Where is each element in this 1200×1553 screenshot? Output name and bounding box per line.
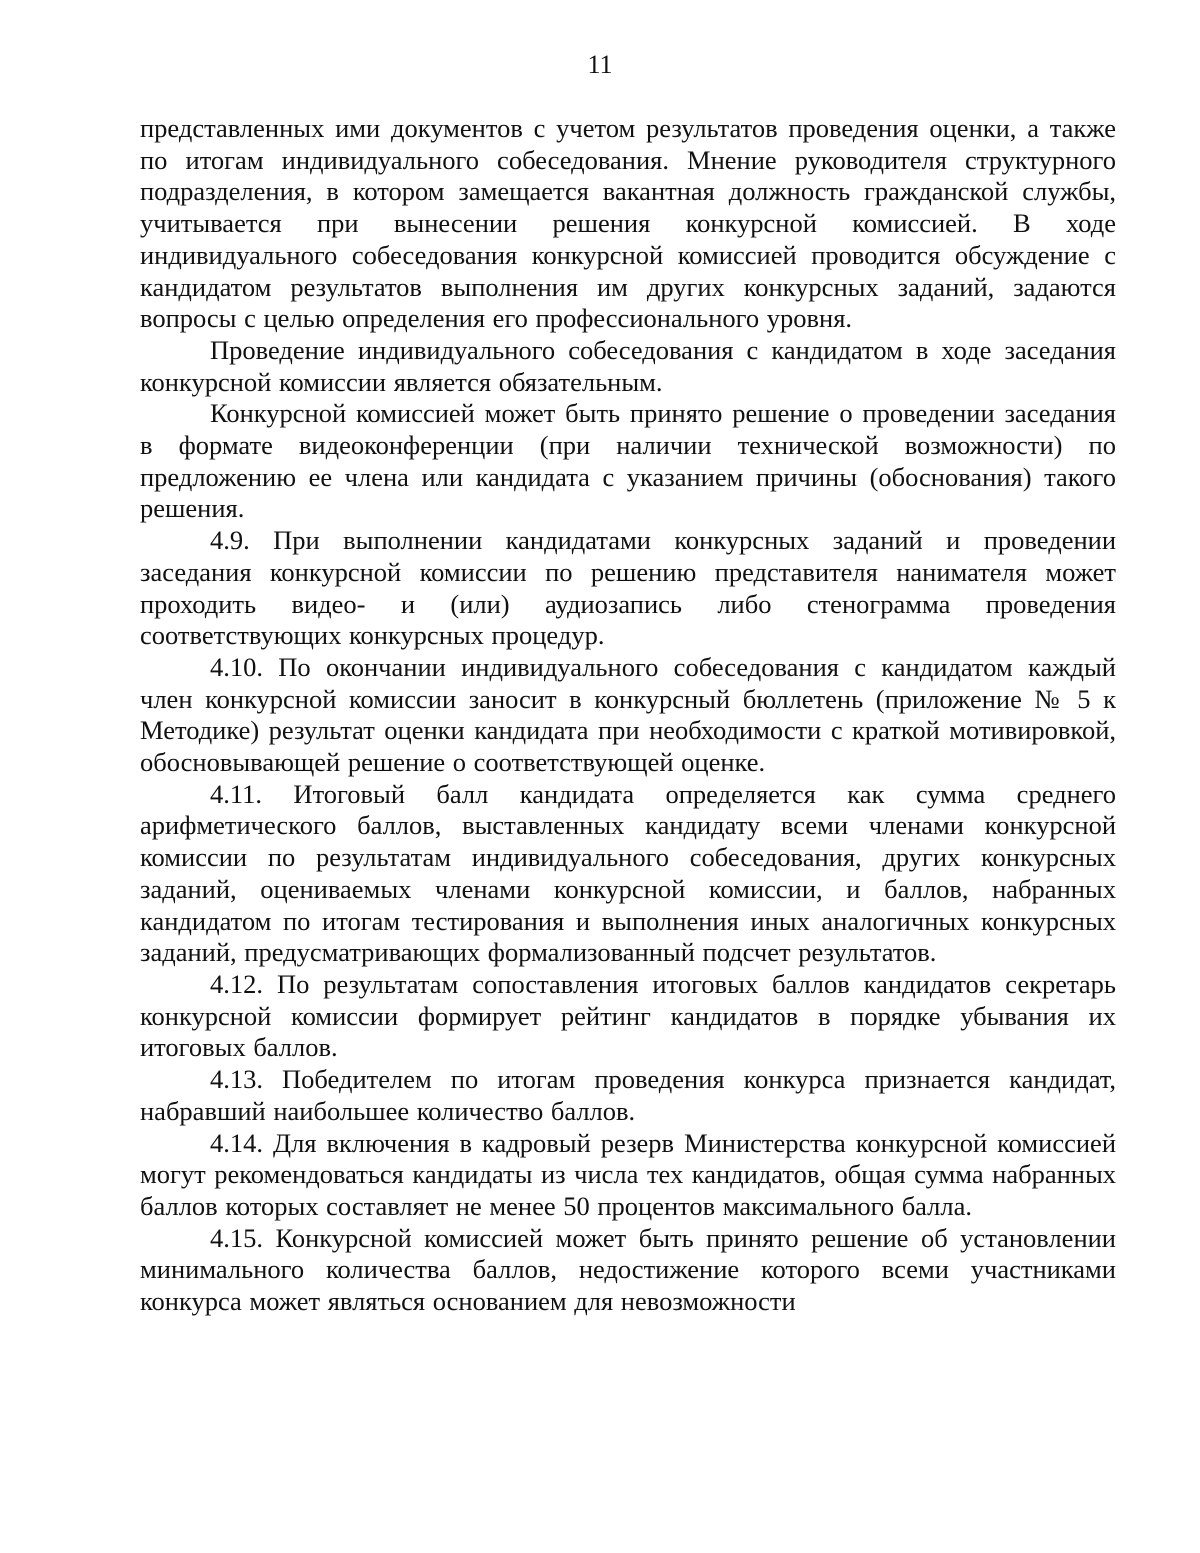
paragraph-videoconference: Конкурсной комиссией может быть принято решение о проведении заседания в формате видеоконференции (при наличии технической возможности) по предложению ее члена или кандидата с указанием причины (обоснования) такого решения. (140, 398, 1116, 524)
paragraph-4-15: 4.15. Конкурсной комиссией может быть принято решение об установлении минимального количества баллов, недостижение которого всеми участниками конкурса может являться основанием для невозможности (140, 1222, 1116, 1317)
paragraph-4-12: 4.12. По результатам сопоставления итоговых баллов кандидатов секретарь конкурсной комиссии формирует рейтинг кандидатов в порядке убывания их итоговых баллов. (140, 968, 1116, 1063)
paragraph-4-11: 4.11. Итоговый балл кандидата определяется как сумма среднего арифметического баллов, выставленных кандидату всеми членами конкурсной комиссии по результатам индивидуального собеседования, других конкурсных заданий, оцениваемых членами конкурсной комиссии, и баллов, набранных кандидатом по итогам тестирования и выполнения иных аналогичных конкурсных заданий, предусматривающих формализованный подсчет результатов. (140, 778, 1116, 968)
paragraph-continuation: представленных ими документов с учетом результатов проведения оценки, а также по итогам индивидуального собеседования. Мнение руководителя структурного подразделения, в котором замещается вакантная должность гражданской службы, учитывается при вынесении решения конкурсной комиссией. В ходе индивидуального собеседования конкурсной комиссией проводится обсуждение с кандидатом результатов выполнения им других конкурсных заданий, задаются вопросы с целью определения его профессионального уровня. (140, 113, 1116, 334)
paragraph-4-14: 4.14. Для включения в кадровый резерв Министерства конкурсной комиссией могут рекомендоваться кандидаты из числа тех кандидатов, общая сумма набранных баллов которых составляет не менее 50 процентов максимального балла. (140, 1127, 1116, 1221)
page-number: 11 (587, 50, 613, 79)
document-body (140, 113, 1116, 1318)
paragraph-4-9: 4.9. При выполнении кандидатами конкурсных заданий и проведении заседания конкурсной комиссии по решению представителя нанимателя может проходить видео- и (или) аудиозапись либо стенограмма проведения соответствующих конкурсных процедур. (140, 525, 1116, 651)
paragraph-4-13: 4.13. Победителем по итогам проведения конкурса признается кандидат, набравший наибольшее количество баллов. (140, 1064, 1116, 1126)
paragraph-4-10: 4.10. По окончании индивидуального собеседования с кандидатом каждый член конкурсной комиссии заносит в конкурсный бюллетень (приложение № 5 к Методике) результат оценки кандидата при необходимости с краткой мотивировкой, обосновывающей решение о соответствующей оценке. (140, 651, 1116, 778)
paragraph-interview-mandatory: Проведение индивидуального собеседования с кандидатом в ходе заседания конкурсной комиссии является обязательным. (140, 334, 1116, 397)
